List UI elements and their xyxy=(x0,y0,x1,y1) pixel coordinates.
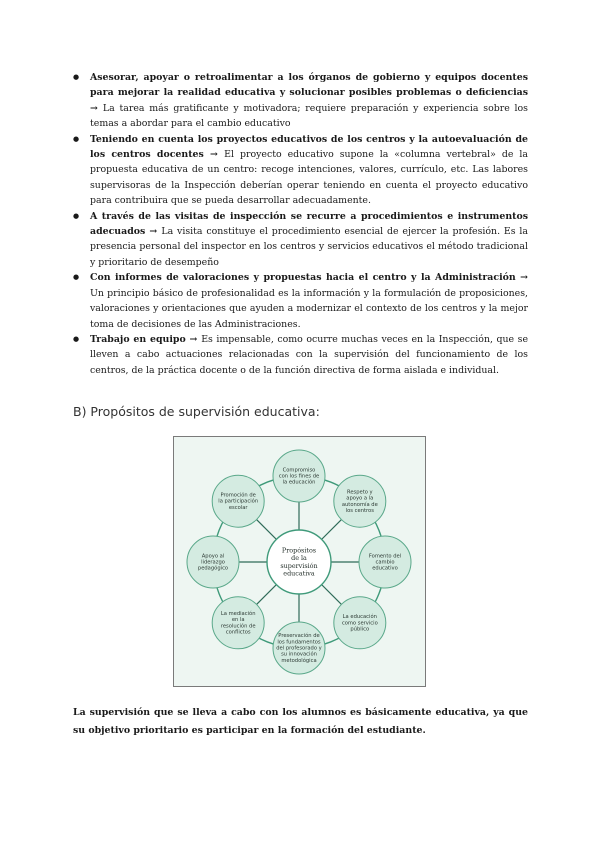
bullet-lead: Con informes de valoraciones y propuestas hacia el centro y la Administración → xyxy=(90,272,528,284)
node-label: su innovación xyxy=(281,651,317,658)
node-label: como servicio xyxy=(341,620,378,627)
node-label: Fomento del xyxy=(368,553,402,560)
bullet-body: La tarea más gratificante y motivadora; requiere preparación y experiencia sobre los temas a abordar para el cambio educativo xyxy=(90,102,528,130)
node-label: los centros xyxy=(345,507,374,514)
diagram-node xyxy=(334,597,386,649)
bullet-lead: Asesorar, apoyar o retroalimentar a los órganos de gobierno y equipos docentes para mejorar la realidad educativa y solucionar posibles problemas o deficiencias → xyxy=(90,72,528,114)
bullet-item xyxy=(90,270,528,332)
diagram-node xyxy=(334,475,386,527)
diagram-node xyxy=(187,536,239,588)
diagram-node xyxy=(212,475,264,527)
node-label: Preservación de xyxy=(278,633,320,640)
node-label: conflictos xyxy=(225,629,251,636)
node-label: pedagógico xyxy=(197,565,229,572)
bullet-body: Es impensable, como ocurre muchas veces en la Inspección, que se lleven a cabo actuaciones relacionadas con la supervisión del funcionamiento de los centros, de la práctica docente o de la función directiva de forma aislada e individual. xyxy=(90,333,528,376)
diagram-node xyxy=(273,450,325,502)
bullet-item xyxy=(90,332,528,378)
diagram-center xyxy=(267,530,331,594)
node-label: del profesorado y xyxy=(276,645,322,652)
center-label: supervisión xyxy=(280,561,318,570)
node-label: con los fines de xyxy=(278,473,320,480)
node-label: los fundamentos xyxy=(277,639,321,646)
bullet-lead: Teniendo en cuenta los proyectos educativos de los centros y la autoevaluación de los centros docentes → xyxy=(90,133,528,161)
node-label: escolar xyxy=(228,504,248,511)
bullet-body: El proyecto educativo supone la «columna vertebral» de la propuesta educativa de un centro: recoge intenciones, valores, currículo, etc. Las labores supervisoras de la Inspección deberían operar teniendo en cuenta el proyecto educativo para contribuira que se pueda desarrollar adecuadamente. xyxy=(90,149,529,207)
supervision-diagram xyxy=(173,436,426,687)
bullet-item xyxy=(90,209,528,271)
node-label: Compromiso xyxy=(282,467,316,474)
node-label: la participación xyxy=(218,498,259,505)
section-heading: B) Propósitos de supervisión educativa: xyxy=(73,404,320,419)
node-label: cambio xyxy=(375,559,395,566)
node-label: Respeto y xyxy=(346,489,373,496)
bullet-list xyxy=(90,70,528,378)
node-label: público xyxy=(350,626,370,633)
bullet-item xyxy=(90,132,528,209)
bullet-lead: A través de las visitas de inspección se recurre a procedimientos e instrumentos adecuados → xyxy=(90,210,528,238)
diagram-node xyxy=(273,622,325,674)
bullet-body: La visita constituye el procedimiento esencial de ejercer la profesión. Es la presencia personal del inspector en los centros y servicios educativos el método tradicional y prioritario de desempeño xyxy=(90,226,528,268)
node-label: en la xyxy=(231,617,245,624)
node-label: La mediación xyxy=(220,611,256,618)
diagram-node xyxy=(359,536,411,588)
diagram-node xyxy=(212,597,264,649)
node-label: liderazgo xyxy=(201,559,225,566)
node-label: educativo xyxy=(372,565,398,572)
node-label: La educación xyxy=(342,614,377,621)
closing-paragraph: La supervisión que se lleva a cabo con los alumnos es básicamente educativa, ya que su objetivo prioritario es participar en la formación del estudiante. xyxy=(73,707,528,736)
node-label: autonomía de xyxy=(341,501,378,508)
node-label: apoyo a la xyxy=(346,495,374,502)
diagram-canvas xyxy=(174,437,425,686)
node-label: Promoción de xyxy=(220,492,256,499)
node-label: resolución de xyxy=(220,623,256,630)
bullet-item xyxy=(90,70,528,132)
node-label: la educación xyxy=(282,479,316,486)
node-label: metodológica xyxy=(281,657,317,664)
bullet-body: Un principio básico de profesionalidad es la información y la formulación de proposiciones, valoraciones y orientaciones que ayuden a modernizar el contexto de los centros y la mejor toma de decisiones de las Administraciones. xyxy=(90,287,528,330)
center-label: de la xyxy=(291,554,307,563)
center-label: educativa xyxy=(283,569,315,578)
node-label: Apoyo al xyxy=(201,553,225,560)
center-label: Propósitos xyxy=(281,546,317,555)
bullet-lead: Trabajo en equipo → xyxy=(90,333,202,345)
